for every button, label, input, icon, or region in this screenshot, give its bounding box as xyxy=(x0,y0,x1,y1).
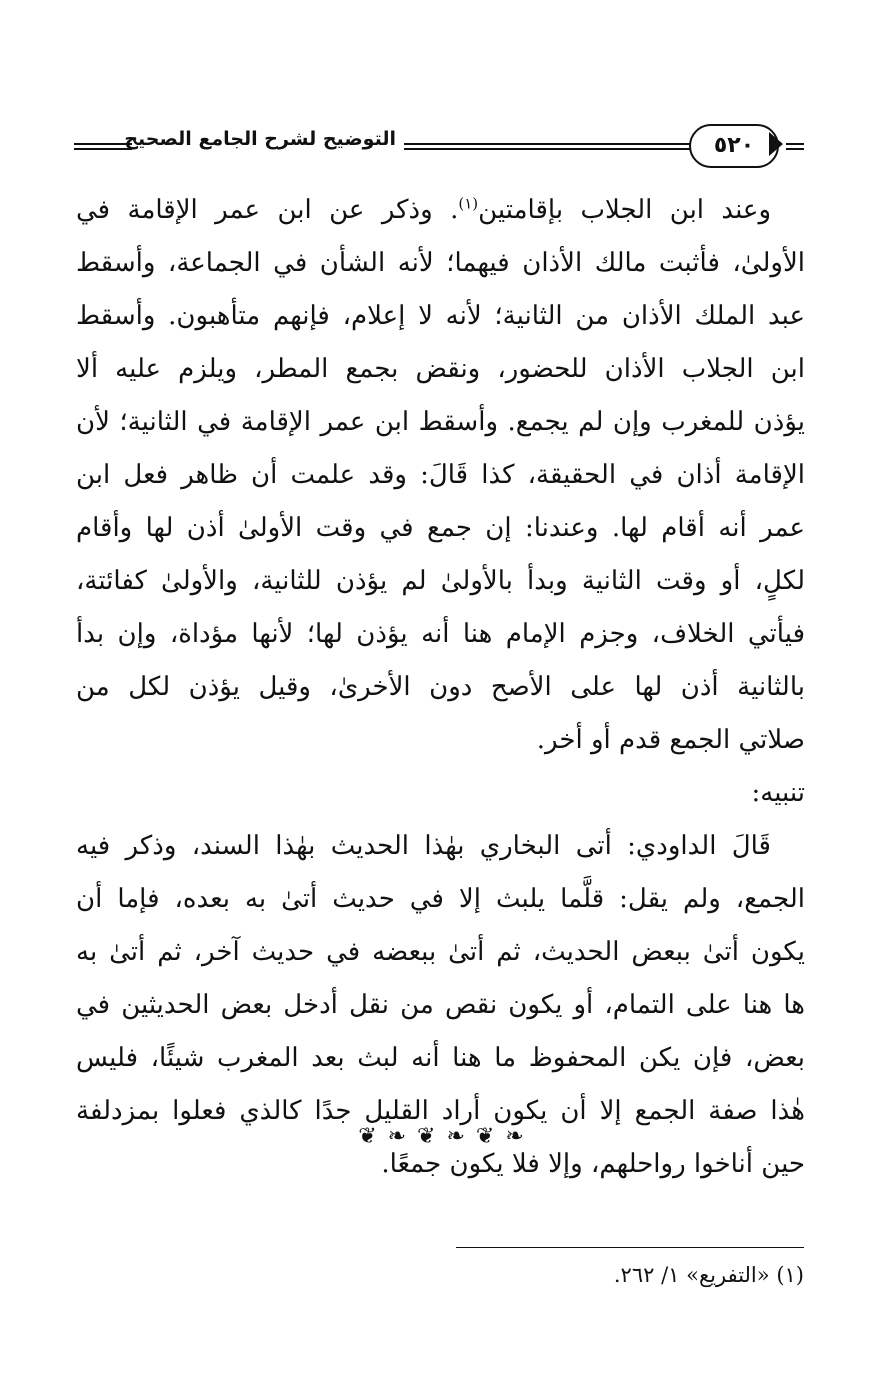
text-line: هٰذا صفة الجمع إلا أن يكون أراد القليل جدًا كالذي فعلوا بمزدلفة xyxy=(76,1096,805,1126)
text-line: ها هنا على التمام، أو يكون نقص من نقل أدخل بعض الحديثين في xyxy=(76,990,805,1020)
footnote xyxy=(420,1258,804,1292)
footnote-reference[interactable]: (١) xyxy=(458,194,479,213)
page-badge-tip xyxy=(769,132,783,156)
text-line: الأولىٰ، فأثبت مالك الأذان فيهما؛ لأنه الشأن في الجماعة، وأسقط xyxy=(76,248,805,278)
text-line: فيأتي الخلاف، وجزم الإمام هنا أنه يؤذن لها؛ لأنها مؤداة، وإن بدأ xyxy=(76,619,805,649)
footnote-text: «التفريع» ١/ ٢٦٢. xyxy=(613,1263,770,1287)
header-rule-left xyxy=(74,143,132,150)
ornamental-divider: ❦ ❧ ❦ ❧ ❦ ❧ xyxy=(358,1124,526,1149)
text-line: ابن الجلاب الأذان للحضور، ونقض بجمع المطر، ويلزم عليه ألا xyxy=(76,354,805,384)
text-line: يكون أتىٰ ببعض الحديث، ثم أتىٰ ببعضه في حديث آخر، ثم أتىٰ به xyxy=(76,937,805,967)
text-line: الجمع، ولم يقل: قلَّما يلبث إلا في حديث أتىٰ به بعده، فإما أن xyxy=(76,884,805,914)
notice-heading: تنبيه: xyxy=(751,778,805,808)
text-line: عمر أنه أقام لها. وعندنا: إن جمع في وقت الأولىٰ أذن لها وأقام xyxy=(76,513,805,543)
text-line-start: وعند ابن الجلاب بإقامتين xyxy=(478,195,771,225)
running-header xyxy=(74,124,804,170)
text-line: بعض، فإن يكن المحفوظ ما هنا أنه لبث بعد المغرب شيئًا، فليس xyxy=(76,1043,805,1073)
header-rule-right xyxy=(786,143,804,150)
text-line: بالثانية أذن لها على الأصح دون الأخرىٰ، وقيل يؤذن لكل من xyxy=(76,672,805,702)
text-line: قَالَ الداودي: أتى البخاري بهٰذا الحديث بهٰذا السند، وذكر فيه xyxy=(76,831,771,861)
text-line: يؤذن للمغرب وإن لم يجمع. وأسقط ابن عمر الإقامة في الثانية؛ لأن xyxy=(76,407,805,437)
text-line: الإقامة أذان في الحقيقة، كذا قَالَ: وقد علمت أن ظاهر فعل ابن xyxy=(76,460,805,490)
page-number: ٥٢٠ xyxy=(689,124,779,168)
main-text xyxy=(76,184,805,1191)
text-line: حين أناخوا رواحلهم، وإلا فلا يكون جمعًا. xyxy=(381,1149,805,1179)
text-line: صلاتي الجمع قدم أو أخر. xyxy=(536,725,805,755)
text-line: لكلٍ، أو وقت الثانية وبدأ بالأولىٰ لم يؤذن للثانية، والأولىٰ كفائتة، xyxy=(76,566,805,596)
text-line xyxy=(76,184,805,237)
footnote-marker[interactable]: (١) xyxy=(776,1263,804,1287)
footnote-rule xyxy=(456,1247,804,1248)
book-title: التوضيح لشرح الجامع الصحيح xyxy=(124,128,396,150)
text-line: عبد الملك الأذان من الثانية؛ لأنه لا إعلام، فإنهم متأهبون. وأسقط xyxy=(76,301,805,331)
text-line-end: . وذكر عن ابن عمر الإقامة في xyxy=(76,195,459,225)
